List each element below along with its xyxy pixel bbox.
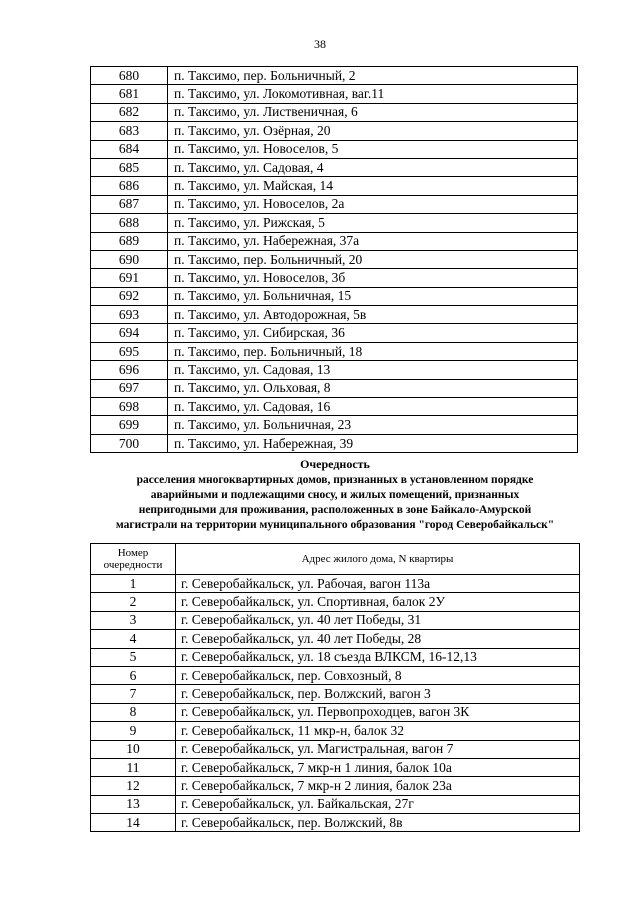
row-address: г. Северобайкальск, 7 мкр-н 1 линия, балок 10а (176, 758, 580, 776)
heading-line: непригодными для проживания, расположенных в зоне Байкало-Амурской (138, 504, 532, 516)
row-number: 6 (91, 666, 176, 684)
row-number: 685 (91, 158, 168, 176)
row-number: 693 (91, 306, 168, 324)
row-address: г. Северобайкальск, 11 мкр-н, балок 32 (176, 722, 580, 740)
table-row (91, 85, 578, 103)
table-row (91, 103, 578, 121)
table-row (91, 703, 580, 721)
row-address: г. Северобайкальск, ул. Первопроходцев, вагон 3К (176, 703, 580, 721)
row-address: г. Северобайкальск, пер. Совхозный, 8 (176, 666, 580, 684)
row-address: г. Северобайкальск, ул. 40 лет Победы, 31 (176, 611, 580, 629)
row-number: 1 (91, 575, 176, 593)
table-row (91, 398, 578, 416)
table-row (91, 434, 578, 452)
row-address: п. Таксимо, ул. Лиственичная, 6 (168, 103, 578, 121)
page-number: 38 (314, 37, 326, 51)
heading-line: расселения многоквартирных домов, признанных в установленном порядке (136, 474, 534, 486)
continuation-table-body (91, 67, 578, 453)
table-row (91, 648, 580, 666)
table-row (91, 630, 580, 648)
row-number: 7 (91, 685, 176, 703)
resettlement-table-body (91, 575, 580, 832)
row-address: п. Таксимо, пер. Больничный, 2 (168, 67, 578, 85)
row-number: 694 (91, 324, 168, 342)
row-number: 680 (91, 67, 168, 85)
row-address: п. Таксимо, ул. Автодорожная, 5в (168, 306, 578, 324)
resettlement-table (90, 543, 580, 832)
row-number: 682 (91, 103, 168, 121)
row-address: п. Таксимо, ул. Новоселов, 2а (168, 195, 578, 213)
row-number: 4 (91, 630, 176, 648)
row-number: 696 (91, 361, 168, 379)
row-address: п. Таксимо, ул. Больничная, 15 (168, 287, 578, 305)
heading-line: аварийными и подлежащими сносу, и жилых помещений, признанных (150, 489, 520, 501)
row-address: п. Таксимо, ул. Сибирская, 36 (168, 324, 578, 342)
row-address: г. Северобайкальск, 7 мкр-н 2 линия, балок 23а (176, 777, 580, 795)
row-number: 683 (91, 122, 168, 140)
row-number: 697 (91, 379, 168, 397)
row-number: 691 (91, 269, 168, 287)
table-row (91, 379, 578, 397)
row-address: п. Таксимо, ул. Рижская, 5 (168, 214, 578, 232)
table-row (91, 269, 578, 287)
row-address: п. Таксимо, ул. Локомотивная, ваг.11 (168, 85, 578, 103)
table-row (91, 575, 580, 593)
row-number: 3 (91, 611, 176, 629)
table-row (91, 416, 578, 434)
row-number: 10 (91, 740, 176, 758)
row-address: п. Таксимо, ул. Садовая, 4 (168, 158, 578, 176)
table-row (91, 611, 580, 629)
table-row (91, 685, 580, 703)
column-header-number (91, 544, 176, 575)
table-row (91, 666, 580, 684)
section-heading (80, 457, 590, 533)
row-number: 12 (91, 777, 176, 795)
row-address: п. Таксимо, ул. Набережная, 39 (168, 434, 578, 452)
row-number: 698 (91, 398, 168, 416)
table-row (91, 342, 578, 360)
row-number: 688 (91, 214, 168, 232)
row-address: г. Северобайкальск, пер. Волжский, вагон 3 (176, 685, 580, 703)
row-address: г. Северобайкальск, ул. Магистральная, вагон 7 (176, 740, 580, 758)
row-number: 690 (91, 250, 168, 268)
row-address: п. Таксимо, ул. Майская, 14 (168, 177, 578, 195)
row-number: 14 (91, 814, 176, 832)
row-address: п. Таксимо, ул. Садовая, 16 (168, 398, 578, 416)
table-row (91, 287, 578, 305)
row-address: п. Таксимо, ул. Новоселов, 3б (168, 269, 578, 287)
row-number: 5 (91, 648, 176, 666)
table-row (91, 361, 578, 379)
row-address: г. Северобайкальск, ул. Байкальская, 27г (176, 795, 580, 813)
row-number: 700 (91, 434, 168, 452)
table-row (91, 306, 578, 324)
row-number: 681 (91, 85, 168, 103)
row-number: 9 (91, 722, 176, 740)
row-address: г. Северобайкальск, пер. Волжский, 8в (176, 814, 580, 832)
table-row (91, 177, 578, 195)
table-row (91, 214, 578, 232)
row-number: 689 (91, 232, 168, 250)
row-number: 699 (91, 416, 168, 434)
row-address: г. Северобайкальск, ул. 18 съезда ВЛКСМ, 16-12,13 (176, 648, 580, 666)
table-row (91, 593, 580, 611)
row-number: 2 (91, 593, 176, 611)
table-header-row (91, 544, 580, 575)
row-number: 8 (91, 703, 176, 721)
table-row (91, 758, 580, 776)
table-row (91, 814, 580, 832)
row-number: 692 (91, 287, 168, 305)
table-row (91, 140, 578, 158)
row-number: 13 (91, 795, 176, 813)
continuation-table (90, 66, 578, 453)
table-row (91, 795, 580, 813)
row-address: п. Таксимо, ул. Садовая, 13 (168, 361, 578, 379)
row-address: п. Таксимо, пер. Больничный, 18 (168, 342, 578, 360)
column-header-address: Адрес жилого дома, N квартиры (176, 544, 580, 575)
table-row (91, 158, 578, 176)
header-number-line2: очередности (103, 559, 163, 571)
table-row (91, 740, 580, 758)
row-address: п. Таксимо, пер. Больничный, 20 (168, 250, 578, 268)
row-address: г. Северобайкальск, ул. Спортивная, балок 2У (176, 593, 580, 611)
table-row (91, 722, 580, 740)
table-row (91, 67, 578, 85)
row-number: 695 (91, 342, 168, 360)
row-address: г. Северобайкальск, ул. 40 лет Победы, 28 (176, 630, 580, 648)
heading-title: Очередность (300, 457, 370, 471)
row-address: п. Таксимо, ул. Новоселов, 5 (168, 140, 578, 158)
row-number: 687 (91, 195, 168, 213)
table-row (91, 195, 578, 213)
table-row (91, 250, 578, 268)
row-address: п. Таксимо, ул. Озёрная, 20 (168, 122, 578, 140)
row-address: п. Таксимо, ул. Ольховая, 8 (168, 379, 578, 397)
header-number-line1: Номер (117, 547, 149, 559)
row-address: п. Таксимо, ул. Набережная, 37а (168, 232, 578, 250)
table-row (91, 232, 578, 250)
row-address: г. Северобайкальск, ул. Рабочая, вагон 113а (176, 575, 580, 593)
row-address: п. Таксимо, ул. Больничная, 23 (168, 416, 578, 434)
table-row (91, 122, 578, 140)
heading-line: магистрали на территории муниципального образования "город Северобайкальск" (115, 519, 555, 531)
row-number: 686 (91, 177, 168, 195)
row-number: 684 (91, 140, 168, 158)
row-number: 11 (91, 758, 176, 776)
table-row (91, 777, 580, 795)
table-row (91, 324, 578, 342)
